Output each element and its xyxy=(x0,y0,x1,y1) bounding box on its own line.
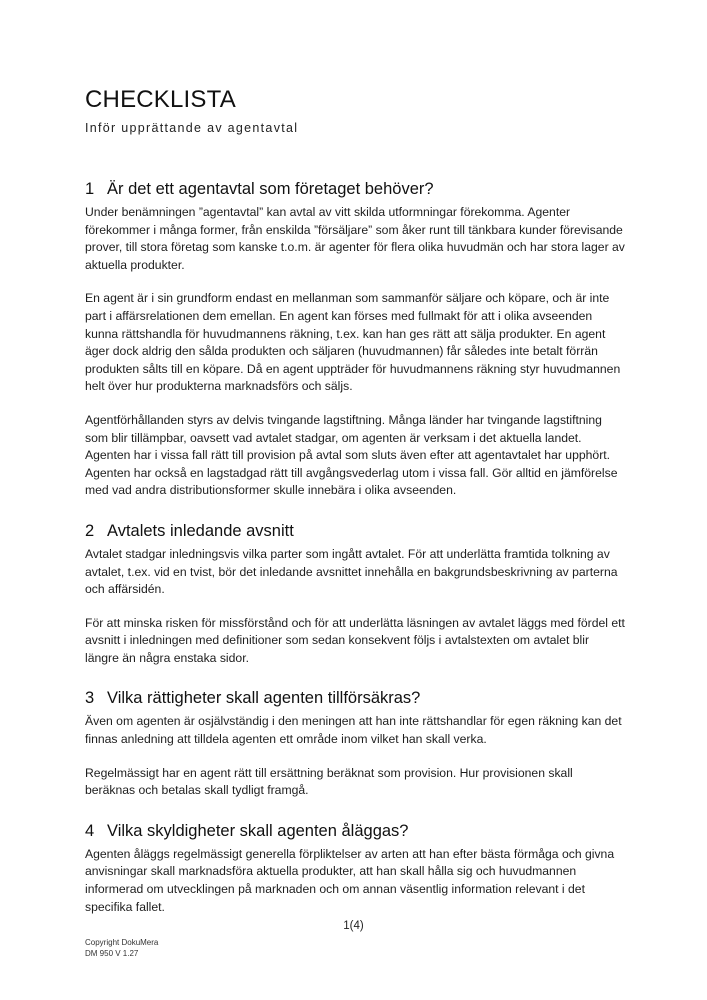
section-title: Vilka rättigheter skall agenten tillförsäkras? xyxy=(107,689,421,708)
section-heading xyxy=(85,178,625,200)
paragraph: Under benämningen ”agentavtal” kan avtal av vitt skilda utformningar förekomma. Agenter förekommer i många former, från enskilda ”försäljare” som åker runt till tänkbara kunder förevisande prover, till stora företag som kanske t.o.m. är agenter för flera olika huvudmän och har stora lager av aktuella produkter. xyxy=(85,205,625,272)
section-number: 2 xyxy=(85,521,95,540)
footer xyxy=(85,937,158,959)
paragraph: Agentförhållanden styrs av delvis tvingande lagstiftning. Många länder har tvingande lagstiftning som blir tillämpbar, oavsett vad avtalet stadgar, om agenten är verksam i det aktuella landet. Agenten har i vissa fall rätt till provision på avtal som sluts även efter att agentavtalet har upphört. Agenten har också en lagstadgad rätt till avgångsvederlag utom i vissa fall. Gör alltid en jämförelse med vad andra distributionsformer skulle innebära i olika avseenden. xyxy=(85,412,618,498)
section-number: 3 xyxy=(85,689,95,708)
page-number: 1(4) xyxy=(343,920,364,932)
paragraph: Regelmässigt har en agent rätt till ersättning beräknat som provision. Hur provisionen skall beräknas och betalas skall tydligt framgå. xyxy=(85,765,573,798)
section-heading xyxy=(85,687,625,709)
section-heading xyxy=(85,520,625,542)
section-number: 4 xyxy=(85,821,95,840)
paragraph: För att minska risken för missförstånd och för att underlätta läsningen av avtalet läggs med fördel ett avsnitt i inledningen med definitioner som sedan konsekvent följs i avtalstexten om avtalet blir längre än några enstaka sidor. xyxy=(85,615,625,665)
section-4 xyxy=(85,820,625,916)
section-title: Vilka skyldigheter skall agenten åläggas? xyxy=(107,821,409,840)
section-title: Är det ett agentavtal som företaget behöver? xyxy=(107,180,434,198)
paragraph: Agenten åläggs regelmässigt generella förpliktelser av arten att han efter bästa förmåga och givna anvisningar skall marknadsföra aktuella produkter, att han skall hålla sig och huvudmannen informerad om utvecklingen på marknaden och om annan väsentlig information relevant i det specifika fallet. xyxy=(85,846,615,914)
section-2 xyxy=(85,520,625,668)
paragraph: Även om agenten är osjälvständig i den meningen att han inte rättshandlar för egen räkning kan det finnas anledning att tilldela agenten ett område inom vilket han skall verka. xyxy=(85,714,622,747)
section-heading xyxy=(85,820,625,842)
footer-version: DM 950 V 1.27 xyxy=(85,949,139,958)
paragraph: En agent är i sin grundform endast en mellanman som sammanför säljare och köpare, och är inte part i affärsrelationen dem emellan. En agent kan förses med fullmakt för att i olika avseenden kunna rättshandla för huvudmannens räkning, t.ex. kan han ges rätt att sälja produkter. En agent äger dock aldrig den sålda produkten och säljaren (huvudmannen) får således inte betalt förrän produkten sålts till en köpare. Då en agent uppträder för huvudmannens räkning styr huvudmannen helt över hur produkterna marknadsförs och säljs. xyxy=(85,291,621,394)
section-3 xyxy=(85,687,625,799)
document-body xyxy=(85,178,625,936)
section-1 xyxy=(85,178,625,500)
footer-copyright: Copyright DokuMera xyxy=(85,938,159,947)
document-subtitle: Inför upprättande av agentavtal xyxy=(85,121,299,135)
document-title: CHECKLISTA xyxy=(85,86,236,113)
paragraph: Avtalet stadgar inledningsvis vilka parter som ingått avtalet. För att underlätta framtida tolkning av avtalet, t.ex. vid en tvist, bör det inledande avsnittet innehålla en bakgrundsbeskrivning av parterna och affärsidén. xyxy=(85,546,618,597)
section-title: Avtalets inledande avsnitt xyxy=(107,521,294,540)
section-number: 1 xyxy=(85,180,95,198)
